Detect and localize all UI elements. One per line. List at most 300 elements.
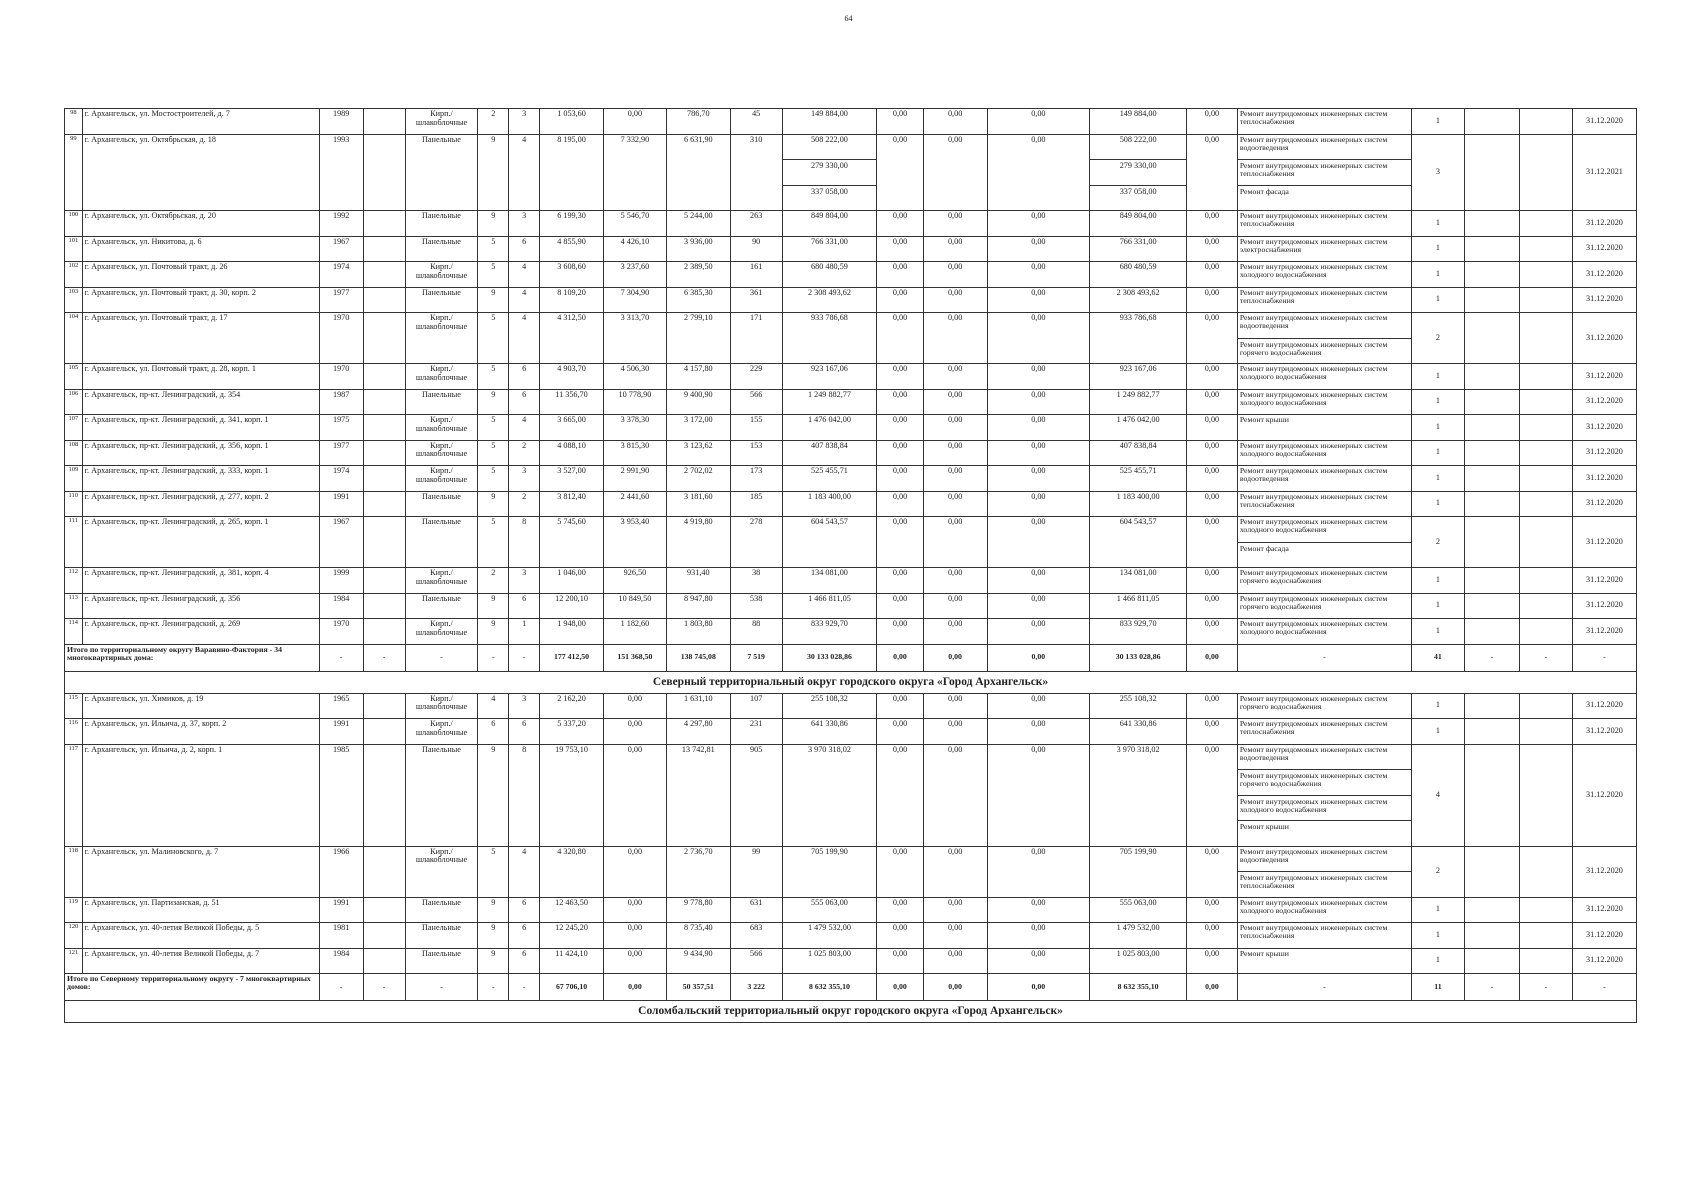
- fund-regional: 0,00: [923, 313, 987, 364]
- total-area: 67 706,10: [540, 974, 604, 1001]
- fund-owners-line: 604 543,57: [1119, 517, 1157, 526]
- cost-total-line: 705 199,90: [811, 846, 848, 856]
- year-built: 1993: [319, 134, 363, 211]
- floors: 5: [478, 364, 509, 390]
- section-title: Соломбальский территориальный округ городского округа «Город Архангельск»: [65, 1001, 1637, 1023]
- fund-owners: [1090, 593, 1187, 619]
- entrances: 6: [509, 923, 540, 949]
- living-area: 7 304,90: [604, 287, 667, 313]
- year-built: 1992: [319, 211, 363, 237]
- cost-total: [782, 897, 877, 923]
- completion-date: 31.12.2020: [1572, 593, 1636, 619]
- completion-date: 31.12.2020: [1572, 897, 1636, 923]
- total-living-area: 0,00: [604, 974, 667, 1001]
- total-dash: -: [319, 974, 363, 1001]
- cost-total-line: 508 222,00: [811, 134, 848, 144]
- floors: 9: [478, 134, 509, 211]
- residential-area: 2 799,10: [666, 313, 730, 364]
- fund-other: 0,00: [1187, 466, 1238, 492]
- residents: 538: [730, 593, 782, 619]
- total-dash: -: [405, 974, 478, 1001]
- table-row: [65, 236, 1637, 262]
- fund-federal: 0,00: [877, 568, 923, 594]
- work-count: 1: [1411, 415, 1464, 441]
- empty-cell: [363, 109, 405, 135]
- fund-owners: [1090, 236, 1187, 262]
- total-residents: 3 222: [730, 974, 782, 1001]
- fund-owners: [1090, 897, 1187, 923]
- empty-cell: [1464, 109, 1519, 135]
- wall-material: Кирп./ шлакоблочные: [405, 364, 478, 390]
- work-types: [1237, 491, 1411, 517]
- year-built: 1987: [319, 389, 363, 415]
- empty-cell: [363, 693, 405, 719]
- total-area: 8 195,00: [540, 134, 604, 211]
- year-built: 1989: [319, 109, 363, 135]
- empty-cell: [1464, 491, 1519, 517]
- fund-other: 0,00: [1187, 846, 1238, 897]
- fund-regional: 0,00: [923, 491, 987, 517]
- residents: 361: [730, 287, 782, 313]
- empty-cell: [363, 619, 405, 645]
- address: г. Архангельск, пр-кт. Ленинградский, д. 333, корп. 1: [82, 466, 319, 492]
- entrances: 6: [509, 364, 540, 390]
- fund-owners-line: 833 929,70: [1119, 619, 1157, 628]
- work-types-line: Ремонт крыши: [1239, 948, 1289, 958]
- fund-local: 0,00: [987, 466, 1090, 492]
- address: г. Архангельск, ул. Партизанская, д. 51: [82, 897, 319, 923]
- fund-owners: [1090, 466, 1187, 492]
- total-dash: -: [1464, 974, 1519, 1001]
- fund-owners-line: 849 804,00: [1119, 211, 1157, 220]
- living-area: 10 849,50: [604, 593, 667, 619]
- year-built: 1984: [319, 593, 363, 619]
- living-area: 2 441,60: [604, 491, 667, 517]
- total-area: 19 753,10: [540, 744, 604, 846]
- total-dash: -: [1520, 974, 1573, 1001]
- work-types-line: Ремонт внутридомовых инженерных систем холодного водоснабжения: [1239, 364, 1388, 382]
- fund-federal: 0,00: [877, 211, 923, 237]
- living-area: 0,00: [604, 846, 667, 897]
- fund-local: 0,00: [987, 846, 1090, 897]
- fund-other: 0,00: [1187, 440, 1238, 466]
- wall-material: Кирп./ шлакоблочные: [405, 440, 478, 466]
- completion-date: 31.12.2020: [1572, 744, 1636, 846]
- total-area: 4 855,90: [540, 236, 604, 262]
- fund-other: 0,00: [1187, 134, 1238, 211]
- residents: 38: [730, 568, 782, 594]
- total-dash: -: [319, 644, 363, 671]
- fund-owners: [1090, 719, 1187, 745]
- residential-area: 3 936,00: [666, 236, 730, 262]
- entrances: 6: [509, 948, 540, 974]
- entrances: 4: [509, 846, 540, 897]
- entrances: 3: [509, 693, 540, 719]
- address: г. Архангельск, ул. Ильича, д. 2, корп. 1: [82, 744, 319, 846]
- empty-cell: [1520, 466, 1573, 492]
- cost-total-line: 2 308 493,62: [807, 287, 851, 297]
- wall-material: Кирп./ шлакоблочные: [405, 719, 478, 745]
- total-dash: -: [363, 644, 405, 671]
- empty-cell: [1464, 415, 1519, 441]
- work-count: 1: [1411, 897, 1464, 923]
- total-dash: -: [1520, 644, 1573, 671]
- empty-cell: [1464, 313, 1519, 364]
- fund-owners-line: 1 479 532,00: [1116, 923, 1160, 932]
- fund-federal: 0,00: [877, 389, 923, 415]
- empty-cell: [1520, 619, 1573, 645]
- fund-other: 0,00: [1187, 287, 1238, 313]
- residents: 566: [730, 389, 782, 415]
- fund-federal: 0,00: [877, 236, 923, 262]
- empty-cell: [1520, 236, 1573, 262]
- floors: 4: [478, 693, 509, 719]
- empty-cell: [363, 364, 405, 390]
- total-dash: -: [478, 974, 509, 1001]
- empty-cell: [1464, 897, 1519, 923]
- row-index: 113: [65, 593, 83, 619]
- work-types-line: Ремонт внутридомовых инженерных систем электроснабжения: [1239, 236, 1388, 254]
- year-built: 1970: [319, 313, 363, 364]
- living-area: 0,00: [604, 948, 667, 974]
- cost-total: [782, 134, 877, 211]
- empty-cell: [363, 313, 405, 364]
- residential-area: 8 947,80: [666, 593, 730, 619]
- fund-local: 0,00: [987, 693, 1090, 719]
- wall-material: Панельные: [405, 948, 478, 974]
- fund-local: 0,00: [987, 517, 1090, 568]
- fund-owners-line: 337 058,00: [1090, 185, 1186, 209]
- residential-area: 2 736,70: [666, 846, 730, 897]
- work-count: 1: [1411, 389, 1464, 415]
- work-types-line: Ремонт внутридомовых инженерных систем теплоснабжения: [1238, 871, 1411, 895]
- work-count: 1: [1411, 287, 1464, 313]
- completion-date: 31.12.2020: [1572, 619, 1636, 645]
- wall-material: Панельные: [405, 744, 478, 846]
- living-area: 0,00: [604, 923, 667, 949]
- wall-material: Кирп./ шлакоблочные: [405, 415, 478, 441]
- living-area: 3 313,70: [604, 313, 667, 364]
- residents: 173: [730, 466, 782, 492]
- residential-area: 13 742,81: [666, 744, 730, 846]
- fund-other: 0,00: [1187, 211, 1238, 237]
- empty-cell: [1464, 923, 1519, 949]
- cost-total-line: 833 929,70: [811, 619, 848, 628]
- floors: 9: [478, 948, 509, 974]
- capital-repair-table-container: [64, 108, 1637, 1023]
- table-row: [65, 466, 1637, 492]
- fund-owners: [1090, 440, 1187, 466]
- empty-cell: [1464, 389, 1519, 415]
- empty-cell: [1520, 948, 1573, 974]
- cost-total-line: 604 543,57: [811, 517, 848, 526]
- total-area: 3 527,00: [540, 466, 604, 492]
- floors: 9: [478, 897, 509, 923]
- entrances: 8: [509, 517, 540, 568]
- fund-federal: 0,00: [877, 134, 923, 211]
- wall-material: Панельные: [405, 491, 478, 517]
- floors: 5: [478, 262, 509, 288]
- fund-owners-line: 1 183 400,00: [1116, 491, 1160, 501]
- work-types: [1237, 440, 1411, 466]
- fund-other: 0,00: [1187, 415, 1238, 441]
- fund-owners-line: 923 167,06: [1119, 364, 1157, 373]
- cost-total: [782, 236, 877, 262]
- row-index: 110: [65, 491, 83, 517]
- completion-date: 31.12.2020: [1572, 389, 1636, 415]
- cost-total: [782, 109, 877, 135]
- work-types: [1237, 846, 1411, 897]
- empty-cell: [1520, 897, 1573, 923]
- wall-material: Кирп./ шлакоблочные: [405, 313, 478, 364]
- fund-owners-line: 407 838,84: [1119, 440, 1157, 450]
- empty-cell: [1464, 619, 1519, 645]
- empty-cell: [1464, 236, 1519, 262]
- table-row: [65, 846, 1637, 897]
- table-row: [65, 517, 1637, 568]
- total-fund-owners: 8 632 355,10: [1090, 974, 1187, 1001]
- total-fund-federal: 0,00: [877, 974, 923, 1001]
- work-types: [1237, 262, 1411, 288]
- wall-material: Панельные: [405, 236, 478, 262]
- cost-total-line: 1 479 532,00: [807, 923, 851, 932]
- work-count: 2: [1411, 517, 1464, 568]
- work-count: 1: [1411, 491, 1464, 517]
- fund-local: 0,00: [987, 211, 1090, 237]
- work-types-line: Ремонт внутридомовых инженерных систем холодного водоснабжения: [1239, 262, 1388, 280]
- fund-regional: 0,00: [923, 897, 987, 923]
- wall-material: Кирп./ шлакоблочные: [405, 568, 478, 594]
- residential-area: 9 400,90: [666, 389, 730, 415]
- work-count: 1: [1411, 109, 1464, 135]
- work-count: 1: [1411, 948, 1464, 974]
- total-fund-local: 0,00: [987, 644, 1090, 671]
- cost-total-line: 555 063,00: [811, 897, 848, 907]
- completion-date: 31.12.2020: [1572, 466, 1636, 492]
- completion-date: 31.12.2020: [1572, 211, 1636, 237]
- empty-cell: [1520, 109, 1573, 135]
- floors: 9: [478, 923, 509, 949]
- address: г. Архангельск, пр-кт. Ленинградский, д. 381, корп. 4: [82, 568, 319, 594]
- empty-cell: [1464, 440, 1519, 466]
- residents: 185: [730, 491, 782, 517]
- fund-federal: 0,00: [877, 846, 923, 897]
- row-index: 108: [65, 440, 83, 466]
- row-index: 101: [65, 236, 83, 262]
- empty-cell: [1520, 744, 1573, 846]
- address: г. Архангельск, ул. Никитова, д. 6: [82, 236, 319, 262]
- total-area: 3 812,40: [540, 491, 604, 517]
- cost-total: [782, 744, 877, 846]
- residents: 631: [730, 897, 782, 923]
- year-built: 1977: [319, 440, 363, 466]
- completion-date: 31.12.2020: [1572, 440, 1636, 466]
- cost-total-line: 337 058,00: [783, 185, 877, 209]
- cost-total-line: 525 455,71: [811, 466, 848, 475]
- total-fund-owners: 30 133 028,86: [1090, 644, 1187, 671]
- wall-material: Кирп./ шлакоблочные: [405, 846, 478, 897]
- fund-other: 0,00: [1187, 491, 1238, 517]
- cost-total: [782, 846, 877, 897]
- entrances: 3: [509, 109, 540, 135]
- fund-owners-line: 1 466 811,05: [1116, 593, 1160, 603]
- row-index: 116: [65, 719, 83, 745]
- fund-owners-line: 1 025 803,00: [1116, 948, 1160, 958]
- fund-local: 0,00: [987, 593, 1090, 619]
- fund-owners-line: 134 081,00: [1119, 568, 1157, 577]
- fund-federal: 0,00: [877, 440, 923, 466]
- work-types-line: Ремонт внутридомовых инженерных систем холодного водоснабжения: [1238, 795, 1411, 819]
- entrances: 3: [509, 466, 540, 492]
- fund-owners: [1090, 109, 1187, 135]
- cost-total: [782, 211, 877, 237]
- table-row: [65, 744, 1637, 846]
- empty-cell: [363, 897, 405, 923]
- wall-material: Панельные: [405, 593, 478, 619]
- floors: 5: [478, 415, 509, 441]
- empty-cell: [363, 211, 405, 237]
- cost-total: [782, 389, 877, 415]
- work-types-line: Ремонт внутридомовых инженерных систем холодного водоснабжения: [1239, 619, 1388, 637]
- work-types-line: Ремонт внутридомовых инженерных систем водоотведения: [1239, 744, 1388, 762]
- wall-material: Кирп./ шлакоблочные: [405, 262, 478, 288]
- work-types-line: Ремонт внутридомовых инженерных систем теплоснабжения: [1239, 719, 1388, 737]
- empty-cell: [363, 923, 405, 949]
- floors: 5: [478, 846, 509, 897]
- section-header-row: [65, 1001, 1637, 1023]
- fund-local: 0,00: [987, 568, 1090, 594]
- living-area: 0,00: [604, 897, 667, 923]
- work-types-line: Ремонт внутридомовых инженерных систем теплоснабжения: [1239, 109, 1388, 127]
- empty-cell: [1464, 744, 1519, 846]
- work-types: [1237, 568, 1411, 594]
- fund-owners-line: 1 476 042,00: [1116, 415, 1160, 424]
- table-row: [65, 440, 1637, 466]
- living-area: 3 953,40: [604, 517, 667, 568]
- fund-federal: 0,00: [877, 109, 923, 135]
- work-types-line: Ремонт внутридомовых инженерных систем горячего водоснабжения: [1239, 568, 1388, 586]
- empty-cell: [1464, 211, 1519, 237]
- total-residential-area: 50 357,51: [666, 974, 730, 1001]
- fund-regional: 0,00: [923, 568, 987, 594]
- empty-cell: [1520, 389, 1573, 415]
- floors: 5: [478, 466, 509, 492]
- fund-owners: [1090, 287, 1187, 313]
- completion-date: 31.12.2020: [1572, 719, 1636, 745]
- section-header-row: [65, 671, 1637, 693]
- fund-regional: 0,00: [923, 593, 987, 619]
- row-index: 103: [65, 287, 83, 313]
- total-area: 11 424,10: [540, 948, 604, 974]
- cost-total: [782, 719, 877, 745]
- cost-total: [782, 619, 877, 645]
- empty-cell: [1520, 719, 1573, 745]
- empty-cell: [363, 491, 405, 517]
- floors: 5: [478, 440, 509, 466]
- fund-federal: 0,00: [877, 948, 923, 974]
- work-count: 2: [1411, 313, 1464, 364]
- work-types: [1237, 134, 1411, 211]
- fund-owners-line: 1 249 882,77: [1116, 389, 1160, 399]
- table-row: [65, 364, 1637, 390]
- residential-area: 3 181,60: [666, 491, 730, 517]
- fund-federal: 0,00: [877, 517, 923, 568]
- empty-cell: [1464, 134, 1519, 211]
- fund-regional: 0,00: [923, 948, 987, 974]
- fund-other: 0,00: [1187, 389, 1238, 415]
- cost-total: [782, 517, 877, 568]
- fund-local: 0,00: [987, 619, 1090, 645]
- living-area: 0,00: [604, 719, 667, 745]
- work-types: [1237, 744, 1411, 846]
- living-area: 2 991,90: [604, 466, 667, 492]
- residents: 45: [730, 109, 782, 135]
- total-area: 4 903,70: [540, 364, 604, 390]
- work-types: [1237, 923, 1411, 949]
- empty-cell: [1464, 568, 1519, 594]
- fund-federal: 0,00: [877, 897, 923, 923]
- fund-owners: [1090, 389, 1187, 415]
- empty-cell: [1464, 287, 1519, 313]
- fund-owners-line: 555 063,00: [1119, 897, 1157, 907]
- fund-local: 0,00: [987, 719, 1090, 745]
- table-row: [65, 134, 1637, 211]
- completion-date: 31.12.2020: [1572, 923, 1636, 949]
- empty-cell: [1464, 846, 1519, 897]
- residential-area: 1 631,10: [666, 693, 730, 719]
- residents: 90: [730, 236, 782, 262]
- residential-area: 4 157,80: [666, 364, 730, 390]
- floors: 5: [478, 313, 509, 364]
- total-area: 4 312,50: [540, 313, 604, 364]
- cost-total: [782, 593, 877, 619]
- work-count: 1: [1411, 466, 1464, 492]
- fund-regional: 0,00: [923, 440, 987, 466]
- residents: 278: [730, 517, 782, 568]
- row-index: 102: [65, 262, 83, 288]
- table-body-varavino: [65, 109, 1637, 694]
- floors: 9: [478, 389, 509, 415]
- empty-cell: [363, 568, 405, 594]
- fund-owners: [1090, 744, 1187, 846]
- total-label: Итого по территориальному округу Варавино-Фактория - 34 многоквартирных дома:: [65, 644, 320, 671]
- empty-cell: [363, 262, 405, 288]
- year-built: 1985: [319, 744, 363, 846]
- fund-federal: 0,00: [877, 619, 923, 645]
- fund-federal: 0,00: [877, 262, 923, 288]
- fund-local: 0,00: [987, 364, 1090, 390]
- fund-owners: [1090, 846, 1187, 897]
- fund-regional: 0,00: [923, 619, 987, 645]
- empty-cell: [1520, 846, 1573, 897]
- wall-material: Панельные: [405, 923, 478, 949]
- work-types: [1237, 897, 1411, 923]
- total-area: 3 665,00: [540, 415, 604, 441]
- work-count: 4: [1411, 744, 1464, 846]
- work-count: 1: [1411, 364, 1464, 390]
- empty-cell: [1464, 262, 1519, 288]
- total-row: [65, 974, 1637, 1001]
- fund-owners: [1090, 693, 1187, 719]
- year-built: 1975: [319, 415, 363, 441]
- work-types-line: Ремонт внутридомовых инженерных систем водоотведения: [1239, 466, 1388, 484]
- fund-owners: [1090, 134, 1187, 211]
- entrances: 6: [509, 719, 540, 745]
- completion-date: 31.12.2020: [1572, 693, 1636, 719]
- entrances: 6: [509, 897, 540, 923]
- entrances: 4: [509, 134, 540, 211]
- wall-material: Кирп./ шлакоблочные: [405, 693, 478, 719]
